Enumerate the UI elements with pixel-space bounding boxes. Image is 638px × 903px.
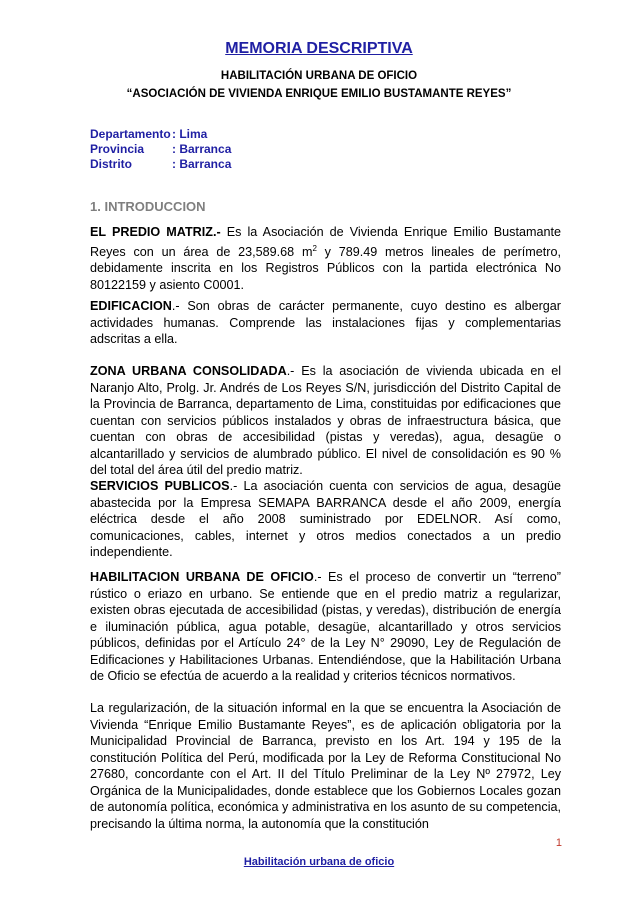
superscript: 2 [312,243,317,253]
paragraph-predio-matriz [90,224,561,293]
meta-value: : Barranca [172,157,232,171]
paragraph-regularizacion [90,700,561,832]
paragraph-zona-urbana [90,363,561,479]
meta-value: : Barranca [172,142,232,156]
document-subtitle-association: “ASOCIACIÓN DE VIVIENDA ENRIQUE EMILIO BUSTAMANTE REYES” [126,88,512,100]
meta-departamento [90,127,207,141]
page-number: 1 [555,837,562,849]
paragraph-text: .- Es la asociación de vivienda ubicada en el Naranjo Alto, Prolg. Jr. Andrés de Los Reyes S/N, jurisdicción del Distrito Capital de la Provincia de Barranca, departamento de Lima, constituidas por edificaciones que cuentan con servicios públicos instalados y obras de infraestructura básica, que cuentan con obras de accesibilidad (pistas y veredas), agua, desagüe o alcantarillado y servicios de alumbrado público. El nivel de consolidación es 90 % del total del área útil del predio matriz. [90,364,561,477]
term: HABILITACION URBANA DE OFICIO [90,570,314,584]
meta-value: : Lima [172,127,208,141]
meta-label: Distrito [90,157,132,171]
meta-label: Departamento [90,127,171,141]
term: ZONA URBANA CONSOLIDADA [90,364,287,378]
paragraph-text: .- Son obras de carácter permanente, cuyo destino es albergar actividades humanas. Comprende las instalaciones fijas y complementarias adscritas a ella. [90,299,561,346]
term: SERVICIOS PUBLICOS [90,479,230,493]
term: EDIFICACION [90,299,172,313]
paragraph-servicios-publicos [90,478,561,561]
meta-provincia [90,142,231,156]
paragraph-text: y 789.49 metros lineales de perímetro, debidamente inscrita en los Registros Públicos con la partida electrónica No 80122159 y asiento C0001. [90,244,561,292]
paragraph-text: Es la Asociación de Vivienda Enrique Emilio Bustamante Reyes con un área de 23,589.68 m [90,225,561,259]
meta-distrito [90,157,231,171]
paragraph-text: La regularización, de la situación informal en la que se encuentra la Asociación de Vivienda “Enrique Emilio Bustamante Reyes”, es de aplicación obligatoria por la Municipalidad Provincial de Barranca, previsto en los Art. 194 y 195 de la constitución Política del Perú, modificada por la Ley de Reforma Constitucional No 27680, concordante con el Art. II del Título Preliminar de la Ley Nº 27972, Ley Orgánica de la Municipalidades, donde establece que los Gobiernos Locales gozan de autonomía política, económica y administrativa en los asunto de su competencia, precisando la última norma, la autonomía que la constitución [90,701,561,831]
term: EL PREDIO MATRIZ.- [90,225,221,239]
paragraph-text: .- La asociación cuenta con servicios de agua, desagüe abastecida por la Empresa SEMAPA BARRANCA desde el año 2009, energía eléctrica desde el año 2008 suministrado por EDELNOR. Así como, comunicaciones, cables, internet y otros medios conectados a un predio independiente. [90,479,561,559]
section-heading: 1. INTRODUCCION [90,199,206,214]
paragraph-habilitacion-urbana [90,569,561,685]
document-title: MEMORIA DESCRIPTIVA [225,40,413,57]
paragraph-edificacion [90,298,561,348]
paragraph-text: .- Es el proceso de convertir un “terreno” rústico o eriazo en urbano. Se entiende que en el predio matriz a regularizar, existen obras ejecutada de accesibilidad (pistas, y veredas), distribución de energía e iluminación pública, agua potable, desagüe, alcantarillado y otros servicios públicos, definidas por el Artículo 24° de la Ley N° 29090, Ley de Regulación de Edificaciones y Habilitaciones Urbanas. Entendiéndose, que la Habilitación Urbana de Oficio se efectúa de acuerdo a la realidad y criterios técnicos normativos. [90,570,561,683]
page-footer: Habilitación urbana de oficio [243,856,395,868]
document-subtitle: HABILITACIÓN URBANA DE OFICIO [220,70,418,82]
meta-label: Provincia [90,142,145,156]
